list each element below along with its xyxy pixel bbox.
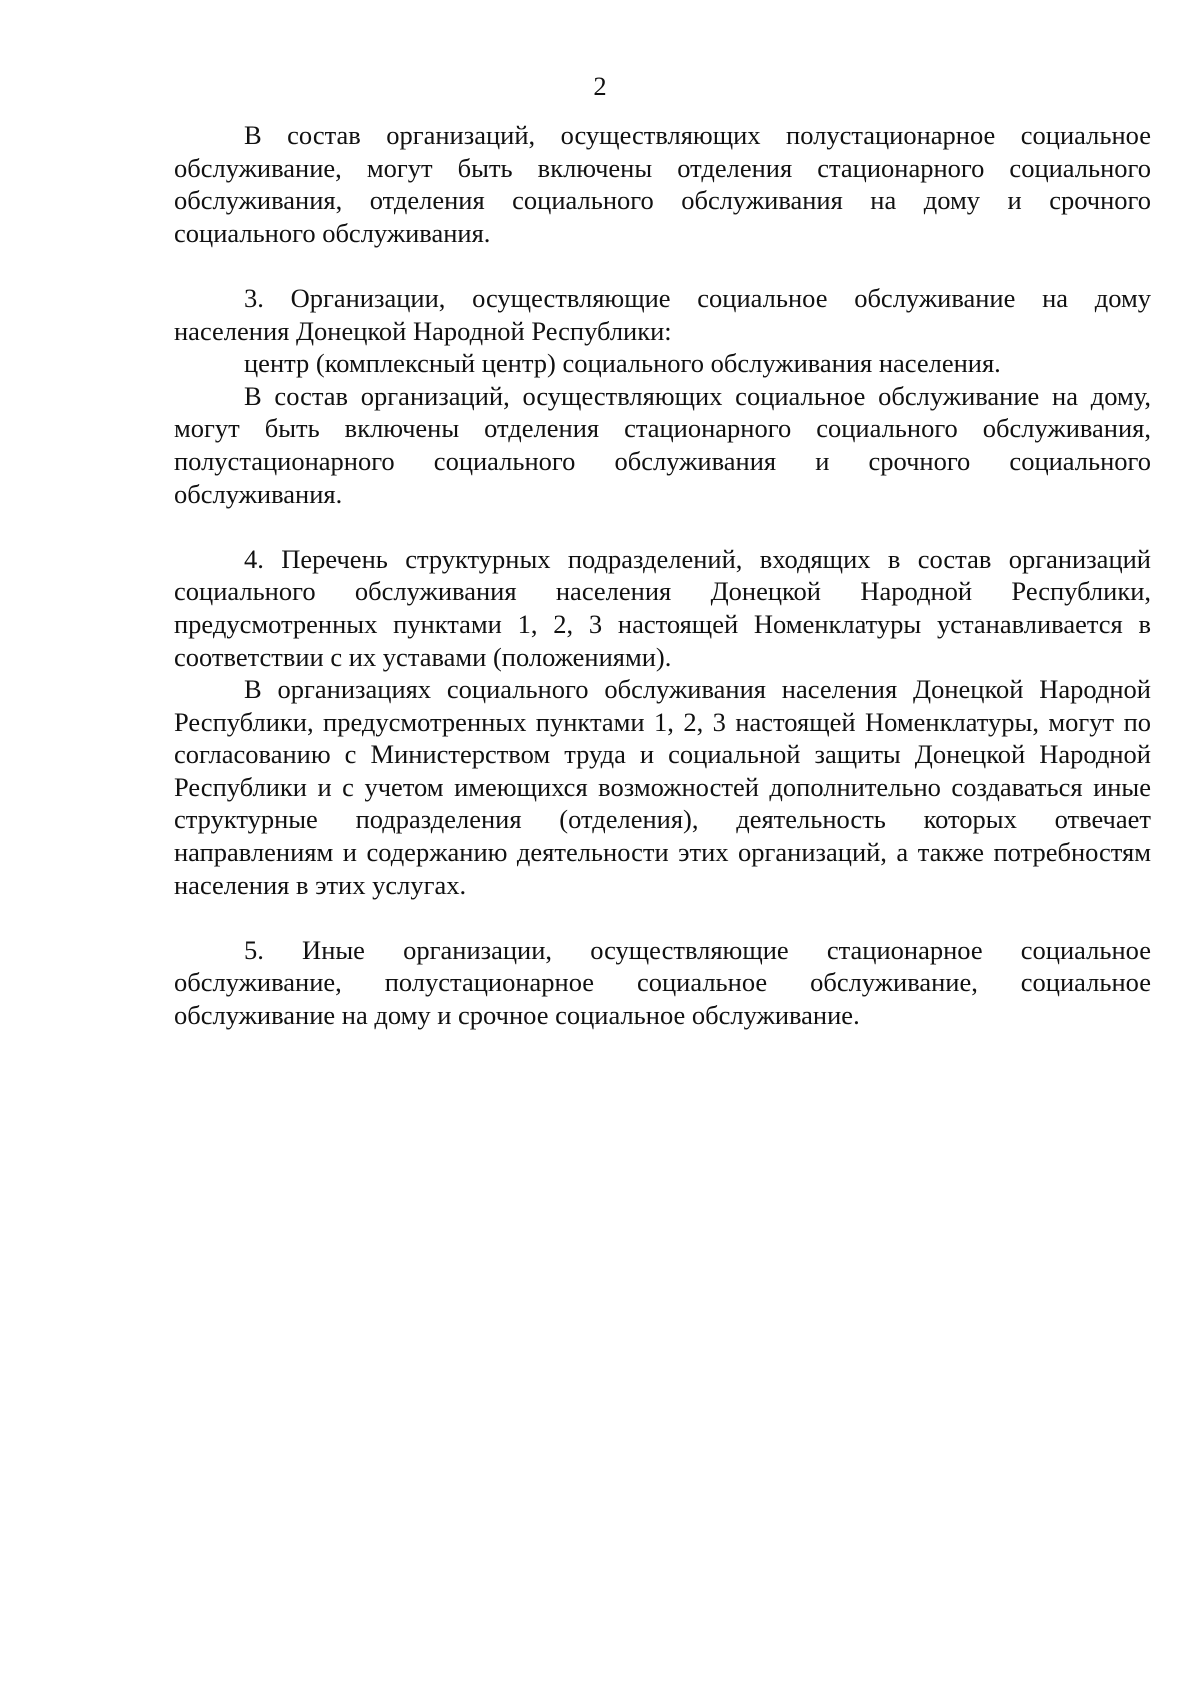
- paragraph-semistationary-composition: В состав организаций, осуществляющих полустационарное социальное обслуживание, могут быть включены отделения стационарного социального обслуживания, отделения социального обслуживания на дому и срочного социального обслуживания.: [174, 120, 1151, 248]
- paragraph-item-4-units-list: 4. Перечень структурных подразделений, входящих в состав организаций социального обслуживания населения Донецкой Народной Республики, предусмотренных пунктами 1, 2, 3 настоящей Номенклатуры устанавливается в соответствии с их уставами (положениями).: [174, 543, 1151, 672]
- paragraph-item-4-additional-units: В организациях социального обслуживания населения Донецкой Народной Республики, предусмотренных пунктами 1, 2, 3 настоящей Номенклатуры, могут по согласованию с Министерством труда и социальной защиты Донецкой Народной Республики и с учетом имеющихся возможностей дополнительно создаваться иные структурные подразделения (отделения), деятельность которых отвечает направлениям и содержанию деятельности этих организаций, а также потребностям населения в этих услугах.: [174, 674, 1151, 900]
- paragraph-item-5-other-organizations: 5. Иные организации, осуществляющие стационарное социальное обслуживание, полустационарное социальное обслуживание, социальное обслуживание на дому и срочное социальное обслуживание.: [174, 934, 1151, 1031]
- paragraph-item-3-composition: В состав организаций, осуществляющих социальное обслуживание на дому, могут быть включены отделения стационарного социального обслуживания, полустационарного социального обслуживания и срочного социального обслуживания.: [174, 380, 1151, 509]
- page-number: 2: [593, 71, 607, 101]
- paragraph-item-3-center: центр (комплексный центр) социального обслуживания населения.: [244, 348, 1001, 379]
- document-body: [174, 119, 1151, 1032]
- paragraph-item-3-home-service: 3. Организации, осуществляющие социальное обслуживание на дому населения Донецкой Народной Республики:: [174, 282, 1151, 346]
